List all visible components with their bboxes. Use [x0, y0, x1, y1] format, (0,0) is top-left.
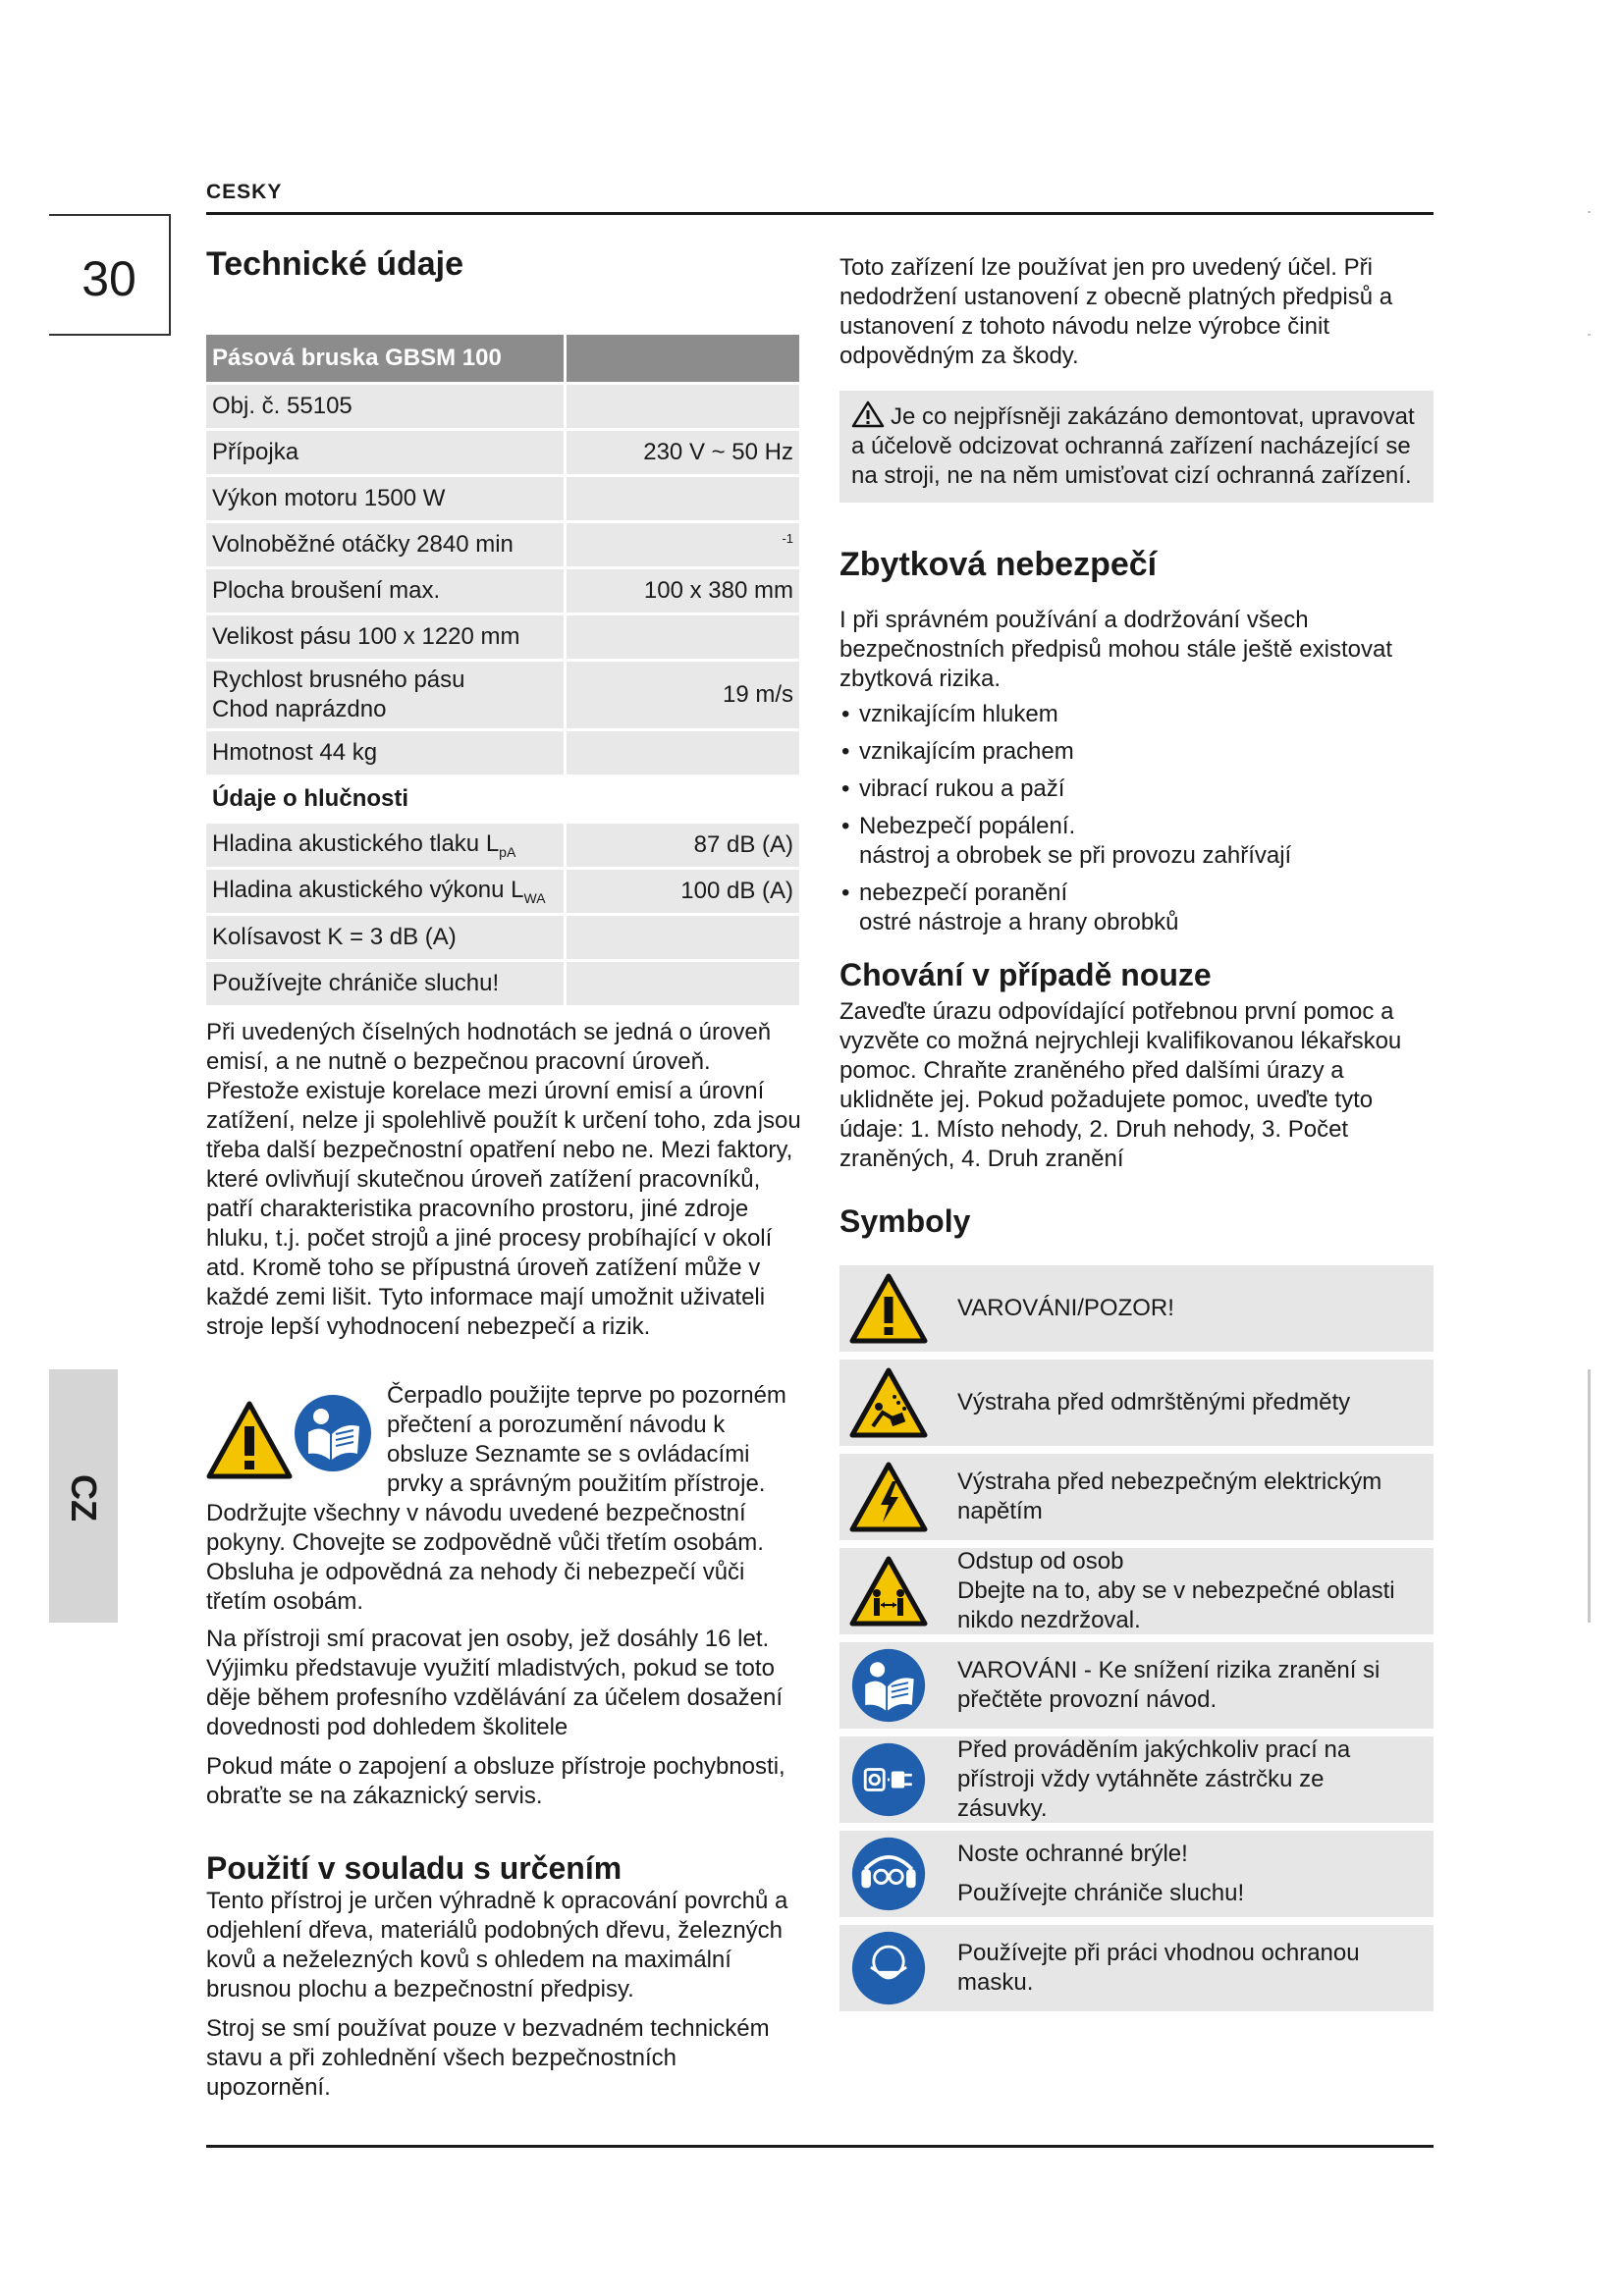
symbol-text-line: Dbejte na to, aby se v nebezpečné oblasti	[957, 1577, 1395, 1604]
table-row	[206, 962, 799, 1008]
table-cell-label	[206, 870, 567, 916]
electric-voltage-icon	[849, 1462, 928, 1532]
table-header-empty	[567, 335, 799, 385]
table-cell-label: Přípojka	[206, 431, 567, 477]
danger-notice-text-wrap	[851, 400, 1422, 491]
language-tab	[49, 1369, 118, 1623]
table-cell-value	[567, 385, 799, 431]
list-item-text: • Nebezpečí popálení.	[859, 813, 1076, 839]
table-cell-label	[206, 662, 567, 731]
table-cell-label: Výkon motoru 1500 W	[206, 477, 567, 523]
warning-triangle-icon	[849, 1273, 928, 1344]
residual-risks-text: I při správném používání a dodržování všech bezpečnostních předpisů mohou stále ještě existovat zbytková rizika.	[839, 607, 1393, 692]
table-cell-value	[567, 731, 799, 777]
page-number: 30	[81, 251, 136, 306]
table-row	[206, 731, 799, 777]
table-cell-label: Obj. č. 55105	[206, 385, 567, 431]
top-rule	[206, 212, 1434, 215]
intended-purpose-text: Toto zařízení lze používat jen pro uvedený účel. Při nedodržení ustanovení z obecně platných předpisů a ustanovení z tohoto návodu nelze výrobce činit odpovědným za škody.	[839, 254, 1393, 369]
margin-mark	[1588, 1369, 1591, 1623]
symbol-row	[839, 1265, 1434, 1352]
symbols-list	[839, 1265, 1434, 2011]
symbol-text-line: Noste ochranné brýle!	[957, 1841, 1188, 1867]
symbol-row	[839, 1360, 1434, 1446]
goggles-earmuffs-icon	[850, 1836, 927, 1912]
symbol-row	[839, 1548, 1434, 1634]
symbol-icon-cell	[839, 1925, 938, 2011]
symbol-text-line: Používejte při práci vhodnou ochranou	[957, 1940, 1360, 1966]
warning-triangle-icon	[206, 1401, 293, 1479]
symbol-text	[938, 1468, 1381, 1526]
section-title-residual-risks: Zbytková nebezpečí	[839, 546, 1158, 583]
dust-mask-icon	[850, 1930, 927, 2006]
noise-label-subscript: WA	[523, 890, 546, 906]
noise-label: Hladina akustického výkonu L	[212, 877, 524, 903]
section-title-technical-data: Technické údaje	[206, 245, 464, 283]
symbol-icon-cell	[839, 1265, 938, 1352]
table-cell-value: 19 m/s	[567, 662, 799, 731]
exponent: -1	[782, 531, 793, 546]
manual-warning-text: Čerpadlo použijte teprve po pozorném přečtení a porozumění návodu k obsluze Seznamte se s ovládacími prvky a správným použitím přístroje. Dodržujte všechny v návodu uvedené bezpečnostní pokyny. Chovejte se zodpovědně vůči třetím osobám.	[206, 1382, 786, 1556]
danger-notice-text: Je co nejpřísněji zakázáno demontovat, upravovat a účelově odcizovat ochranná zařízení nacházející se na stroji, ne na něm umisťovat cizí ochranná zařízení.	[851, 403, 1415, 489]
language-tab-label: CZ	[64, 1474, 104, 1522]
list-item-text: vznikajícím prachem	[859, 738, 1074, 765]
symbol-icon-cell	[839, 1736, 938, 1823]
emission-paragraph: Při uvedených číselných hodnotách se jedná o úroveň emisí, a ne nutně o bezpečnou pracovní úroveň. Přestože existuje korelace mezi úrovní emisí a úrovní zatížení, nelze ji spolehlivě použít k určení toho, zda jsou třeba další bezpečnostní opatření nebo ne. Mezi faktory, které ovlivňují skutečnou úroveň zatížení pracovníků, patří charakteristika pracovního prostoru, jiné zdroje hluku, t.j. počet strojů a jiné procesy probíhající v okolí atd. Kromě toho se přípustná úroveň zatížení může v každé zemi lišit. Tyto informace mají umožnit uživateli stroje lepší vyhodnocení nebezpečí a rizik.	[206, 1019, 801, 1340]
table-cell-label: Používejte chrániče sluchu!	[206, 962, 567, 1008]
symbol-text-line: Výstraha před nebezpečným elektrickým	[957, 1468, 1382, 1495]
symbol-text	[938, 1840, 1244, 1908]
symbol-text	[938, 1547, 1395, 1635]
table-subheader-cell: Údaje o hlučnosti	[206, 777, 567, 824]
warning-icons	[206, 1393, 383, 1486]
table-cell-value	[567, 615, 799, 662]
table-cell-label: Kolísavost K = 3 dB (A)	[206, 916, 567, 962]
noise-label: Hladina akustického tlaku L	[212, 830, 500, 857]
symbol-text-line: Výstraha před odmrštěnými předměty	[957, 1389, 1351, 1415]
keep-distance-icon	[849, 1556, 928, 1627]
list-item	[839, 700, 1434, 729]
operator-responsibility-text: Obsluha je odpovědná za nehody či nebezpečí vůči třetím osobám.	[206, 1559, 745, 1615]
symbol-text-line: VAROVÁNI/POZOR!	[957, 1295, 1174, 1321]
bottom-rule	[206, 2145, 1434, 2148]
intended-use-text-1: Tento přístroj je určen výhradně k opracování povrchů a odjehlení dřeva, materiálů podobných dřevu, železných kovů a neželezných kovů s ohledem na maximální brusnou plochu a bezpečnostní předpisy.	[206, 1888, 788, 2002]
symbol-icon-cell	[839, 1454, 938, 1540]
symbol-text-line: masku.	[957, 1969, 1034, 1996]
list-item-text: • nebezpečí poranění	[859, 880, 1068, 906]
table-cell-value: 100 x 380 mm	[567, 569, 799, 615]
symbol-text-line: přečtěte provozní návod.	[957, 1686, 1218, 1713]
list-item-subtext: ostré nástroje a hrany obrobků	[859, 909, 1179, 935]
language-header: CESKY	[206, 181, 283, 203]
table-cell-label: Volnoběžné otáčky 2840 min	[206, 523, 567, 569]
symbol-text-line: VAROVÁNI - Ke snížení rizika zranění si	[957, 1657, 1380, 1683]
symbol-text	[938, 1388, 1350, 1417]
table-cell-label-line: Chod naprázdno	[212, 696, 387, 722]
table-cell-label: Hmotnost 44 kg	[206, 731, 567, 777]
table-row	[206, 523, 799, 569]
symbol-text-line: napětím	[957, 1498, 1043, 1524]
table-row	[206, 916, 799, 962]
table-row	[206, 569, 799, 615]
warning-outline-icon	[851, 400, 885, 428]
symbol-row	[839, 1925, 1434, 2011]
table-cell-label	[206, 824, 567, 870]
symbol-icon-cell	[839, 1831, 938, 1917]
table-cell-label-line: Rychlost brusného pásu	[212, 667, 465, 693]
manual-warning-block	[206, 1381, 805, 1811]
table-cell-value	[567, 477, 799, 523]
table-cell-value: 100 dB (A)	[567, 870, 799, 916]
symbol-text-line: nikdo nezdržoval.	[957, 1607, 1141, 1633]
table-cell-value: 87 dB (A)	[567, 824, 799, 870]
age-restriction-text: Na přístroji smí pracovat jen osoby, jež dosáhly 16 let. Výjimku představuje využití mladistvých, pokud se toto děje během profesního vzdělávání za účelem dosažení dovednosti pod dohledem školitele	[206, 1626, 784, 1740]
section-title-emergency: Chování v případě nouze	[839, 957, 1212, 992]
intended-use-text-2: Stroj se smí používat pouze v bezvadném technickém stavu a při zohlednění všech bezpečnostních upozornění.	[206, 2015, 770, 2101]
table-row	[206, 477, 799, 523]
symbol-text-line: Před prováděním jakýchkoliv prací na	[957, 1736, 1351, 1763]
table-row	[206, 431, 799, 477]
read-manual-icon	[293, 1393, 373, 1473]
list-item-text: vibrací rukou a paží	[859, 775, 1065, 802]
table-header-cell: Pásová bruska GBSM 100	[206, 335, 567, 385]
table-row	[206, 662, 799, 731]
list-item	[839, 812, 1434, 871]
noise-label-subscript: pA	[499, 844, 516, 860]
table-row	[206, 385, 799, 431]
emergency-text: Zaveďte úrazu odpovídající potřebnou první pomoc a vyzvěte co možná nejrychleji kvalifikovanou lékařskou pomoc. Chraňte zraněného před dalšími úrazy a uklidněte jej. Pokud požadujete pomoc, uveďte tyto údaje: 1. Místo nehody, 2. Druh nehody, 3. Počet zraněných, 4. Druh zranění	[839, 998, 1402, 1172]
table-row	[206, 615, 799, 662]
list-item-text: vznikajícím hlukem	[859, 701, 1058, 727]
margin-mark	[1588, 334, 1591, 336]
symbol-text	[938, 1939, 1360, 1998]
flying-objects-icon	[849, 1367, 928, 1438]
table-subheader-row	[206, 777, 799, 824]
spec-table	[206, 335, 799, 1008]
table-row	[206, 870, 799, 916]
symbol-row	[839, 1454, 1434, 1540]
residual-risks-list	[839, 700, 1434, 937]
list-item	[839, 879, 1434, 937]
unplug-icon	[850, 1741, 927, 1818]
symbol-text	[938, 1735, 1350, 1824]
table-row	[206, 824, 799, 870]
symbol-row	[839, 1736, 1434, 1823]
symbol-icon-cell	[839, 1548, 938, 1634]
section-title-symbols: Symboly	[839, 1203, 971, 1239]
symbol-row	[839, 1831, 1434, 1917]
table-cell-label: Velikost pásu 100 x 1220 mm	[206, 615, 567, 662]
table-cell-value	[567, 523, 799, 569]
section-title-intended-use: Použití v souladu s určením	[206, 1850, 623, 1886]
table-cell-value	[567, 916, 799, 962]
symbol-text-line: Používejte chrániče sluchu!	[957, 1880, 1245, 1906]
margin-mark	[1588, 211, 1591, 213]
page-number-box	[49, 214, 171, 336]
symbol-icon-cell	[839, 1360, 938, 1446]
symbol-text-line: Odstup od osob	[957, 1548, 1124, 1575]
read-manual-icon	[850, 1647, 927, 1724]
symbol-text-line: přístroji vždy vytáhněte zástrčku ze	[957, 1766, 1325, 1792]
table-cell-value: 230 V ~ 50 Hz	[567, 431, 799, 477]
symbol-text	[938, 1656, 1380, 1715]
symbol-icon-cell	[839, 1642, 938, 1729]
list-item	[839, 774, 1434, 804]
right-column	[839, 253, 1434, 2019]
customer-service-text: Pokud máte o zapojení a obsluze přístroje pochybnosti, obraťte se na zákaznický servis.	[206, 1753, 785, 1809]
table-cell-value	[567, 962, 799, 1008]
list-item-subtext: nástroj a obrobek se při provozu zahřívají	[859, 842, 1292, 869]
list-item	[839, 737, 1434, 767]
table-subheader-empty	[567, 777, 799, 824]
table-cell-label: Plocha broušení max.	[206, 569, 567, 615]
table-header-row	[206, 335, 799, 385]
symbol-text	[938, 1294, 1174, 1323]
symbol-text-line: zásuvky.	[957, 1795, 1048, 1822]
danger-notice-box	[839, 391, 1434, 503]
left-column	[206, 245, 805, 2103]
symbol-row	[839, 1642, 1434, 1729]
